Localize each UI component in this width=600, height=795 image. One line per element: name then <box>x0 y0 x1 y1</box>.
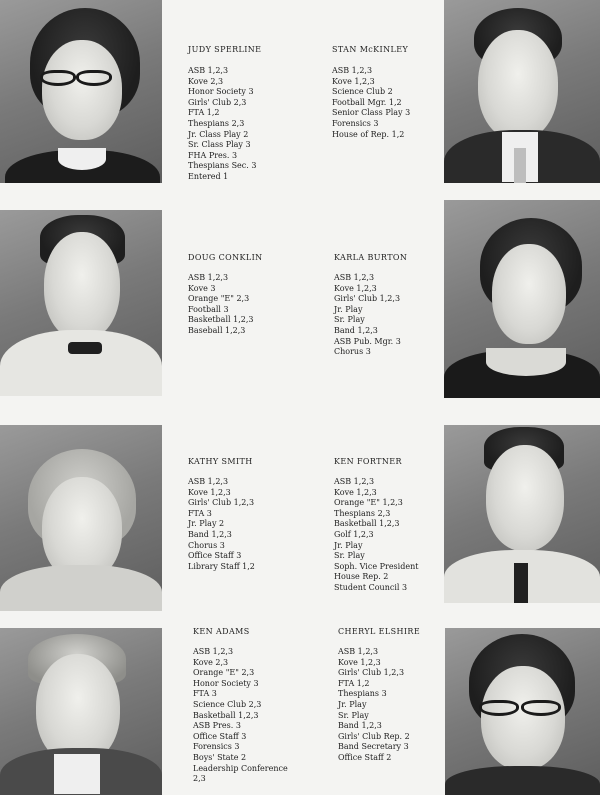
activity-item: Sr. Play <box>334 551 365 561</box>
activities-list <box>188 66 256 183</box>
activity-item: Leadership Conference <box>193 763 288 773</box>
activity-item: Basketball 1,2,3 <box>193 710 259 720</box>
activity-item: Basketball 1,2,3 <box>334 519 400 529</box>
activity-item: Office Staff 3 <box>188 551 242 561</box>
activity-item: Football 3 <box>188 304 229 314</box>
activity-item: Honor Society 3 <box>193 678 259 688</box>
student-name: STAN McKINLEY <box>332 45 409 54</box>
portrait-photo-doug-conklin <box>0 210 162 396</box>
activity-item: Entered 1 <box>188 171 229 181</box>
activity-item: Thespians 3 <box>338 689 387 699</box>
activity-item: Girls' Club 1,2,3 <box>188 498 255 508</box>
activity-item: Kove 1,2,3 <box>332 76 375 86</box>
activity-item: Thespians 2,3 <box>334 508 391 518</box>
student-name: CHERYL ELSHIRE <box>338 627 421 636</box>
activity-item: ASB Pub. Mgr. 3 <box>334 336 401 346</box>
student-name: KEN ADAMS <box>193 627 250 636</box>
activity-item: FTA 3 <box>188 508 212 518</box>
activity-item: ASB 1,2,3 <box>188 273 229 282</box>
activity-item: Orange "E" 2,3 <box>193 668 255 678</box>
activity-item: 2,3 <box>193 774 206 784</box>
activity-item: House of Rep. 1,2 <box>332 129 405 139</box>
portrait-photo-ken-adams <box>0 628 162 795</box>
activities-list <box>193 647 288 785</box>
activity-item: Jr. Class Play 2 <box>188 129 249 139</box>
activity-item: Band 1,2,3 <box>338 721 382 731</box>
activity-item: FTA 1,2 <box>338 678 370 688</box>
activity-item: Forensics 3 <box>332 118 379 128</box>
activity-item: FTA 1,2 <box>188 108 220 118</box>
portrait-photo-karla-burton <box>444 200 600 398</box>
activity-item: Boys' State 2 <box>193 752 247 762</box>
activity-item: Girls' Club 2,3 <box>188 97 247 107</box>
portrait-photo-kathy-smith <box>0 425 162 611</box>
portrait-photo-cheryl-elshire <box>445 628 600 795</box>
student-name: JUDY SPERLINE <box>188 45 262 54</box>
activity-item: Library Staff 1,2 <box>188 561 255 571</box>
activity-item: Kove 1,2,3 <box>334 487 377 497</box>
activity-item: Sr. Class Play 3 <box>188 140 251 150</box>
activity-item: Office Staff 2 <box>338 752 392 762</box>
student-name: KARLA BURTON <box>334 253 408 262</box>
portrait-photo-ken-fortner <box>444 425 600 603</box>
activity-item: Band 1,2,3 <box>334 325 378 335</box>
activity-item: FTA 3 <box>193 689 217 699</box>
activity-item: Jr. Play <box>334 304 363 314</box>
activity-item: Kove 1,2,3 <box>338 657 381 667</box>
activity-item: Senior Class Play 3 <box>332 108 411 118</box>
activity-item: Chorus 3 <box>188 540 225 550</box>
activity-item: Baseball 1,2,3 <box>188 325 246 335</box>
student-name: DOUG CONKLIN <box>188 253 263 262</box>
activity-item: House Rep. 2 <box>334 572 389 582</box>
activity-item: Thespians Sec. 3 <box>188 161 257 171</box>
student-name: KEN FORTNER <box>334 457 402 466</box>
activity-item: ASB 1,2,3 <box>188 477 229 486</box>
activity-item: Jr. Play 2 <box>188 519 225 529</box>
activity-item: Golf 1,2,3 <box>334 529 374 539</box>
activity-item: Orange "E" 1,2,3 <box>334 498 403 508</box>
activities-list <box>188 477 255 572</box>
activity-item: Orange "E" 2,3 <box>188 294 250 304</box>
activity-item: Band 1,2,3 <box>188 529 232 539</box>
activities-list <box>334 477 418 594</box>
activity-item: ASB 1,2,3 <box>188 66 229 75</box>
activity-item: ASB 1,2,3 <box>338 647 379 656</box>
activity-item: Football Mgr. 1,2 <box>332 97 402 107</box>
activity-item: Student Council 3 <box>334 582 408 592</box>
activity-item: Science Club 2,3 <box>193 699 262 709</box>
activity-item: ASB 1,2,3 <box>334 273 375 282</box>
activities-list <box>188 273 253 337</box>
activities-list <box>334 273 401 358</box>
activity-item: Girls' Club 1,2,3 <box>334 294 401 304</box>
activity-item: Jr. Play <box>334 540 363 550</box>
activity-item: Chorus 3 <box>334 347 371 357</box>
activity-item: Honor Society 3 <box>188 87 254 97</box>
activity-item: Jr. Play <box>338 699 367 709</box>
activity-item: ASB Pres. 3 <box>193 721 241 731</box>
activity-item: Soph. Vice President <box>334 561 419 571</box>
activity-item: Science Club 2 <box>332 87 393 97</box>
activity-item: Kove 2,3 <box>193 657 229 667</box>
activity-item: Forensics 3 <box>193 742 240 752</box>
activity-item: Thespians 2,3 <box>188 118 245 128</box>
activity-item: Band Secretary 3 <box>338 742 409 752</box>
activity-item: Sr. Play <box>338 710 369 720</box>
activity-item: ASB 1,2,3 <box>334 477 375 486</box>
activity-item: FHA Pres. 3 <box>188 150 238 160</box>
activity-item: Office Staff 3 <box>193 731 247 741</box>
portrait-photo-stan-mckinley <box>444 0 600 183</box>
activity-item: Kove 1,2,3 <box>334 283 377 293</box>
activity-item: Girls' Club Rep. 2 <box>338 731 410 741</box>
activities-list <box>338 647 410 764</box>
activity-item: Kove 3 <box>188 283 216 293</box>
activity-item: ASB 1,2,3 <box>193 647 234 656</box>
activity-item: Basketball 1,2,3 <box>188 315 254 325</box>
activity-item: Kove 1,2,3 <box>188 487 231 497</box>
activities-list <box>332 66 410 140</box>
student-name: KATHY SMITH <box>188 457 253 466</box>
portrait-photo-judy-sperline <box>0 0 162 183</box>
activity-item: Kove 2,3 <box>188 76 224 86</box>
activity-item: Sr. Play <box>334 315 365 325</box>
activity-item: ASB 1,2,3 <box>332 66 373 75</box>
activity-item: Girls' Club 1,2,3 <box>338 668 405 678</box>
